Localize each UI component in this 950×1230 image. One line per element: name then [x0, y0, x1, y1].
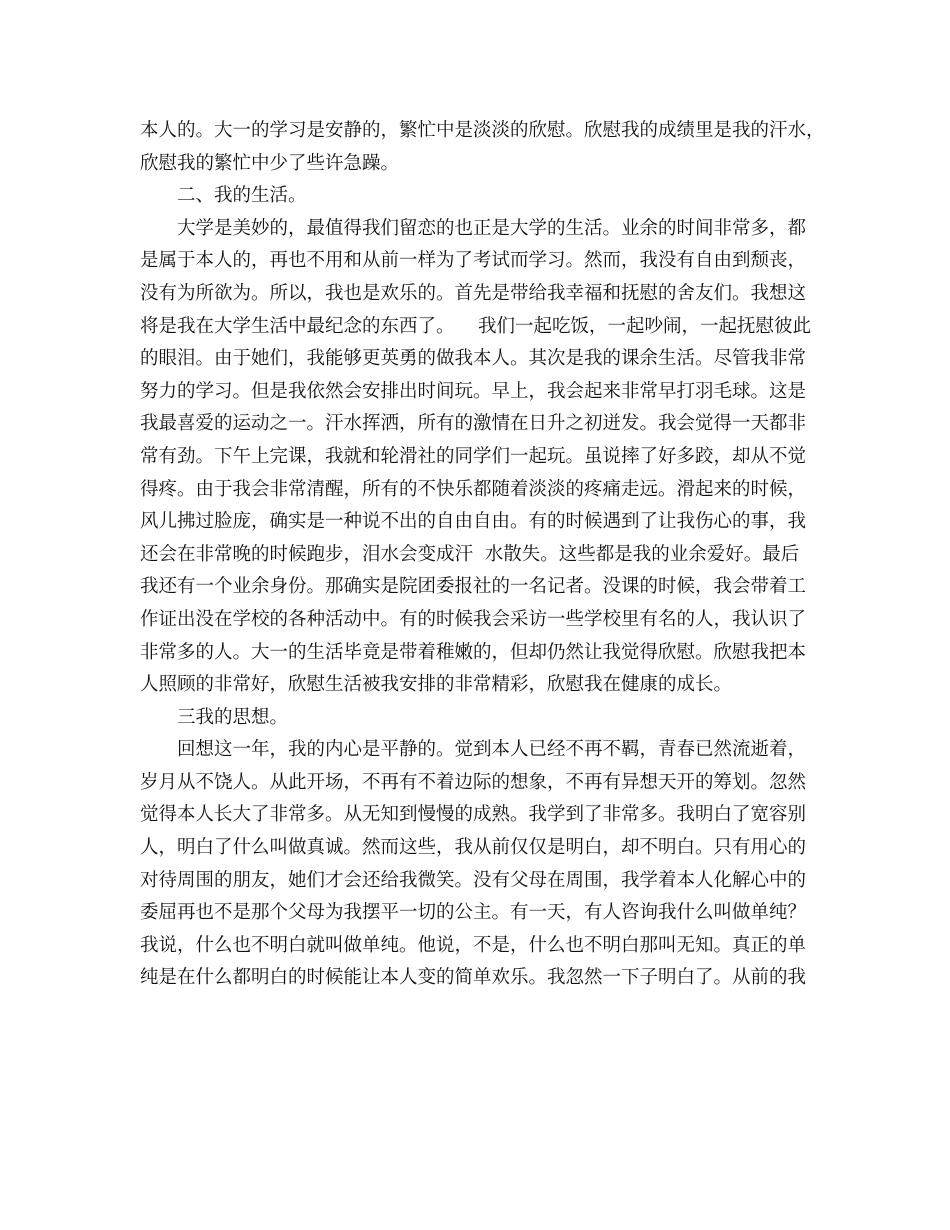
- text-line: 作证出没在学校的各种活动中。有的时候我会采访一些学校里有名的人，我认识了: [140, 608, 807, 630]
- text-line: 我说，什么也不明白就叫做单纯。他说，不是，什么也不明白那叫无知。真正的单: [140, 934, 807, 956]
- text-line: 是属于本人的，再也不用和从前一样为了考试而学习。然而，我没有自由到颓丧，: [140, 250, 807, 272]
- text-line: 人照顾的非常好，欣慰生活被我安排的非常精彩，欣慰我在健康的成长。: [140, 674, 733, 696]
- text-line: 对待周围的朋友，她们才会还给我微笑。没有父母在周围，我学着本人化解心中的: [140, 869, 807, 891]
- text-line: 还会在非常晚的时候跑步，泪水会变成汗 水散失。这些都是我的业余爱好。最后: [140, 543, 800, 565]
- text-line: 常有劲。下午上完课，我就和轮滑社的同学们一起玩。虽说摔了好多跤，却从不觉: [140, 445, 807, 467]
- text-line: 我最喜爱的运动之一。汗水挥洒，所有的激情在日升之初迸发。我会觉得一天都非: [140, 413, 807, 435]
- text-line: 努力的学习。但是我依然会安排出时间玩。早上，我会起来非常早打羽毛球。这是: [140, 380, 807, 402]
- text-line: 觉得本人长大了非常多。从无知到慢慢的成熟。我学到了非常多。我明白了宽容别: [140, 804, 807, 826]
- text-line: 非常多的人。大一的生活毕竟是带着稚嫩的，但却仍然让我觉得欣慰。欣慰我把本: [140, 641, 807, 663]
- text-line: 本人的。大一的学习是安静的，繁忙中是淡淡的欣慰。欣慰我的成绩里是我的汗水，: [140, 120, 825, 141]
- text-line: 纯是在什么都明白的时候能让本人变的简单欢乐。我忽然一下子明白了。从前的我: [140, 967, 807, 989]
- section-heading: 二、我的生活。: [177, 185, 307, 207]
- text-line: 委屈再也不是那个父母为我摆平一切的公主。有一天，有人咨询我什么叫做单纯？: [140, 902, 807, 924]
- text-line: 欣慰我的繁忙中少了些许急躁。: [140, 152, 400, 174]
- text-line: 大学是美妙的，最值得我们留恋的也正是大学的生活。业余的时间非常多，都: [177, 217, 807, 239]
- text-line: 风儿拂过脸庞，确实是一种说不出的自由自由。有的时候遇到了让我伤心的事，我: [140, 511, 807, 533]
- text-line: 岁月从不饶人。从此开场，不再有不着边际的想象，不再有异想天开的筹划。忽然: [140, 771, 807, 793]
- section-heading: 三我的思想。: [177, 706, 289, 728]
- text-line: 没有为所欲为。所以，我也是欢乐的。首先是带给我幸福和抚慰的舍友们。我想这: [140, 282, 807, 304]
- text-line: 我还有一个业余身份。那确实是院团委报社的一名记者。没课的时候，我会带着工: [140, 576, 807, 598]
- text-line: 人，明白了什么叫做真诚。然而这些，我从前仅仅是明白，却不明白。只有用心的: [140, 837, 807, 859]
- text-line: 回想这一年，我的内心是平静的。觉到本人已经不再不羁，青春已然流逝着，: [177, 739, 807, 761]
- text-line: 得疼。由于我会非常清醒，所有的不快乐都随着淡淡的疼痛走远。滑起来的时候，: [140, 478, 807, 500]
- body-text: [140, 115, 830, 995]
- text-line: 将是我在大学生活中最纪念的东西了。 我们一起吃饭，一起吵闹，一起抚慰彼此: [140, 315, 812, 337]
- text-line: 的眼泪。由于她们，我能够更英勇的做我本人。其次是我的课余生活。尽管我非常: [140, 348, 807, 370]
